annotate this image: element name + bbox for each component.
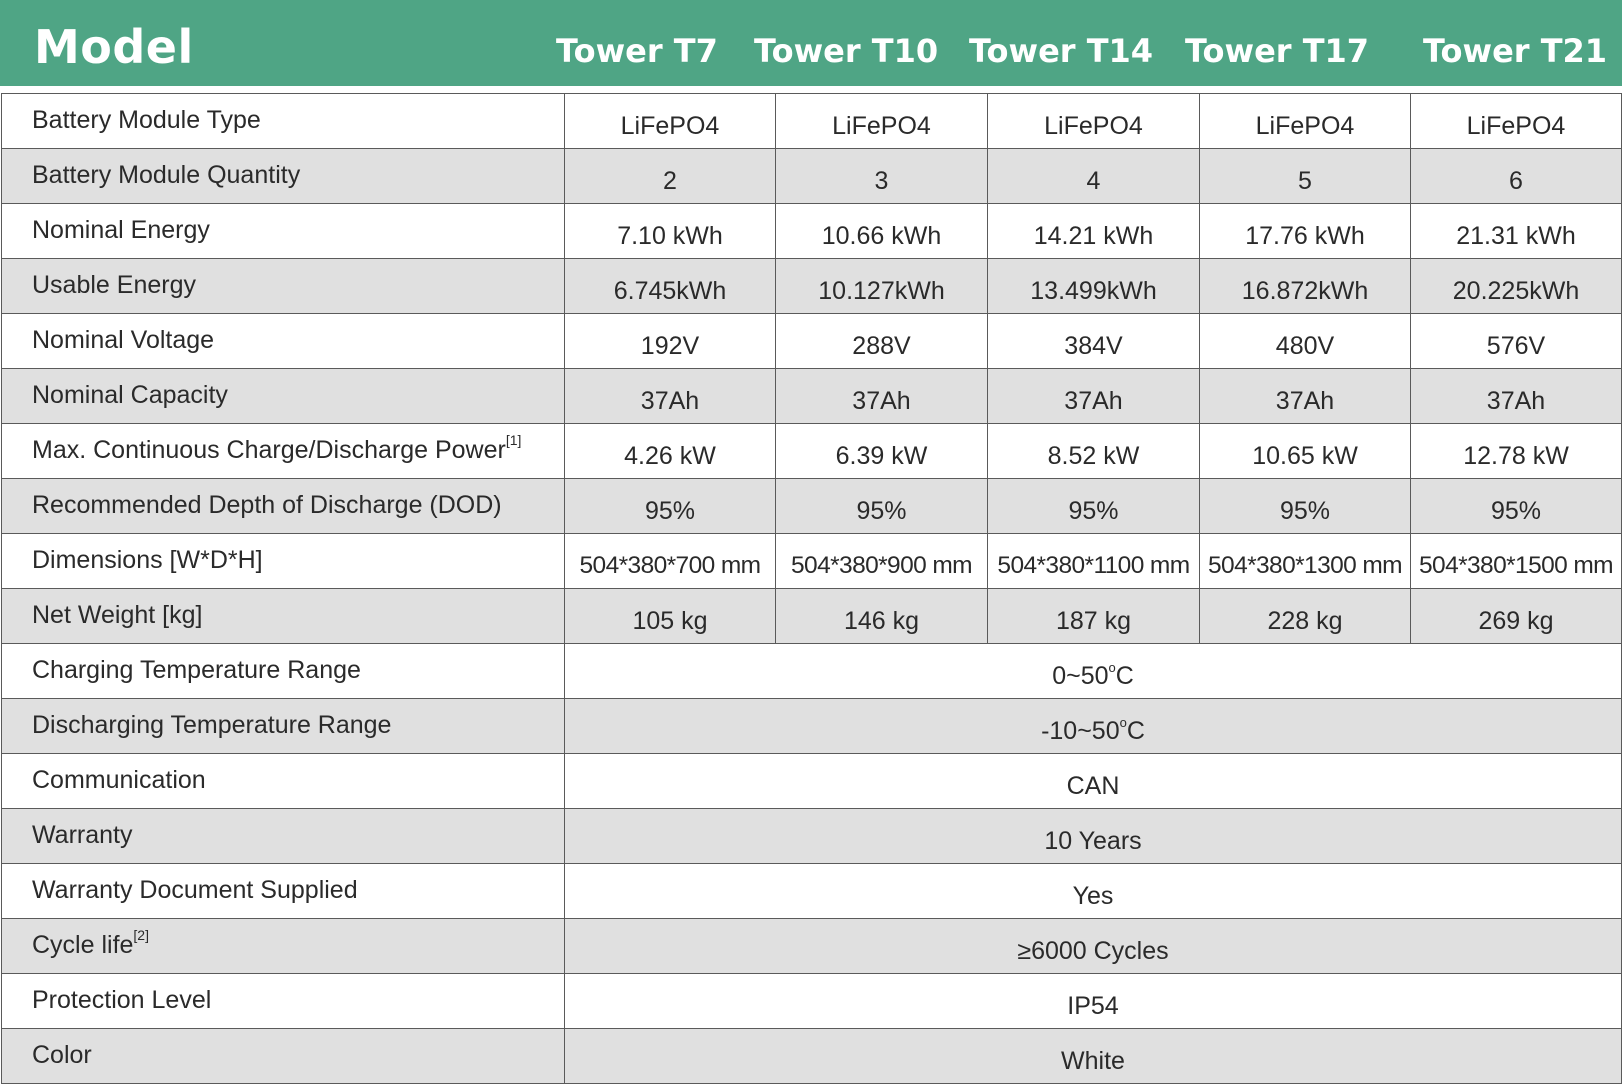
spec-value-merged: IP54 — [565, 974, 1622, 1029]
spec-value-cell: LiFePO4 — [1200, 94, 1411, 149]
spec-value-merged — [565, 644, 1622, 699]
spec-value-cell: 504*380*700 mm — [565, 534, 776, 589]
header-bar — [0, 0, 1622, 86]
spec-value-merged: ≥6000 Cycles — [565, 919, 1622, 974]
spec-value-cell: 4.26 kW — [565, 424, 776, 479]
spec-value-cell: 6 — [1411, 149, 1622, 204]
spec-value-merged: 10 Years — [565, 809, 1622, 864]
spec-value-cell: 504*380*1300 mm — [1200, 534, 1411, 589]
spec-row — [2, 699, 1622, 754]
spec-label-text: Usable Energy — [32, 271, 196, 299]
spec-value-cell: 37Ah — [565, 369, 776, 424]
spec-value-cell: 576V — [1411, 314, 1622, 369]
spec-value-cell: 228 kg — [1200, 589, 1411, 644]
spec-value-cell: LiFePO4 — [565, 94, 776, 149]
spec-row-label — [2, 589, 565, 644]
spec-row — [2, 314, 1622, 369]
spec-value-merged: White — [565, 1029, 1622, 1084]
spec-row — [2, 809, 1622, 864]
spec-table — [1, 93, 1622, 1084]
spec-value-cell: 504*380*900 mm — [776, 534, 988, 589]
spec-row-label — [2, 369, 565, 424]
spec-value-cell: LiFePO4 — [988, 94, 1200, 149]
spec-label-text: Battery Module Quantity — [32, 161, 301, 189]
degree-mark: o — [1119, 715, 1127, 730]
column-header-t10: Tower T10 — [754, 32, 939, 70]
spec-value-cell: 7.10 kWh — [565, 204, 776, 259]
spec-label-text: Recommended Depth of Discharge (DOD) — [32, 491, 502, 519]
spec-row — [2, 204, 1622, 259]
spec-row-label — [2, 644, 565, 699]
spec-value-cell: 12.78 kW — [1411, 424, 1622, 479]
temperature-unit: C — [1126, 717, 1145, 745]
spec-value-cell: 10.65 kW — [1200, 424, 1411, 479]
spec-value-cell: 269 kg — [1411, 589, 1622, 644]
spec-label-text: Nominal Energy — [32, 216, 210, 244]
spec-label-text: Dimensions [W*D*H] — [32, 546, 263, 574]
spec-row-label — [2, 1029, 565, 1084]
spec-label-text: Net Weight [kg] — [32, 601, 203, 629]
spec-value-cell: 20.225kWh — [1411, 259, 1622, 314]
spec-value-cell: 10.66 kWh — [776, 204, 988, 259]
spec-value-cell: 2 — [565, 149, 776, 204]
spec-row-label — [2, 149, 565, 204]
spec-value-merged — [565, 699, 1622, 754]
temperature-value: 0~50 — [1052, 662, 1109, 690]
spec-row-label — [2, 424, 565, 479]
spec-value-cell: LiFePO4 — [776, 94, 988, 149]
spec-label-text: Discharging Temperature Range — [32, 711, 392, 739]
spec-value-cell: 3 — [776, 149, 988, 204]
spec-value-merged: Yes — [565, 864, 1622, 919]
footnote-marker: [1] — [505, 432, 522, 448]
spec-label-text: Protection Level — [32, 986, 212, 1014]
spec-value-cell: 10.127kWh — [776, 259, 988, 314]
spec-value-cell: 187 kg — [988, 589, 1200, 644]
spec-value-cell: 37Ah — [1200, 369, 1411, 424]
spec-value-cell: 14.21 kWh — [988, 204, 1200, 259]
spec-value-cell: 146 kg — [776, 589, 988, 644]
spec-value-cell: 480V — [1200, 314, 1411, 369]
spec-row — [2, 94, 1622, 149]
spec-row-label — [2, 259, 565, 314]
spec-value-cell: 6.39 kW — [776, 424, 988, 479]
temperature-unit: C — [1115, 662, 1134, 690]
spec-row — [2, 589, 1622, 644]
spec-label-text: Battery Module Type — [32, 106, 261, 134]
spec-value-cell: 105 kg — [565, 589, 776, 644]
spec-value-merged: CAN — [565, 754, 1622, 809]
spec-label-text: Cycle life — [32, 931, 134, 959]
spec-row-label — [2, 94, 565, 149]
spec-value-cell: 37Ah — [1411, 369, 1622, 424]
spec-value-cell: 192V — [565, 314, 776, 369]
spec-value-cell: 21.31 kWh — [1411, 204, 1622, 259]
spec-label-text: Communication — [32, 766, 206, 794]
spec-row-label — [2, 479, 565, 534]
spec-value-cell: 5 — [1200, 149, 1411, 204]
spec-row-label — [2, 699, 565, 754]
spec-row-label — [2, 204, 565, 259]
spec-label-text: Nominal Voltage — [32, 326, 215, 354]
spec-row-label — [2, 974, 565, 1029]
spec-row — [2, 534, 1622, 589]
spec-value-cell: 95% — [776, 479, 988, 534]
degree-mark: o — [1108, 660, 1116, 675]
spec-row — [2, 864, 1622, 919]
spec-value-cell: 95% — [988, 479, 1200, 534]
temperature-value: -10~50 — [1041, 717, 1120, 745]
spec-value-cell: 504*380*1500 mm — [1411, 534, 1622, 589]
spec-label-text: Nominal Capacity — [32, 381, 228, 409]
spec-value-cell: 37Ah — [988, 369, 1200, 424]
spec-label-text: Max. Continuous Charge/Discharge Power — [32, 436, 506, 464]
spec-value-cell: 17.76 kWh — [1200, 204, 1411, 259]
spec-row-label — [2, 534, 565, 589]
spec-value-cell: 95% — [565, 479, 776, 534]
spec-row-label — [2, 809, 565, 864]
spec-row-label — [2, 314, 565, 369]
model-heading: Model — [34, 20, 194, 74]
spec-row-label — [2, 919, 565, 974]
spec-label-text: Warranty Document Supplied — [32, 876, 358, 904]
spec-row — [2, 754, 1622, 809]
spec-row — [2, 369, 1622, 424]
spec-row — [2, 1029, 1622, 1084]
footnote-marker: [2] — [133, 927, 149, 943]
spec-row — [2, 644, 1622, 699]
spec-label-text: Warranty — [32, 821, 133, 849]
spec-value-cell: 6.745kWh — [565, 259, 776, 314]
spec-value-cell: 95% — [1200, 479, 1411, 534]
spec-value-cell: 13.499kWh — [988, 259, 1200, 314]
spec-value-cell: 4 — [988, 149, 1200, 204]
spec-value-cell: 504*380*1100 mm — [988, 534, 1200, 589]
spec-value-cell: 95% — [1411, 479, 1622, 534]
spec-row — [2, 974, 1622, 1029]
spec-value-cell: 8.52 kW — [988, 424, 1200, 479]
spec-row — [2, 259, 1622, 314]
spec-value-cell: 37Ah — [776, 369, 988, 424]
spec-row — [2, 919, 1622, 974]
spec-row — [2, 149, 1622, 204]
spec-row-label — [2, 864, 565, 919]
column-header-t17: Tower T17 — [1184, 32, 1370, 70]
column-header-t7: Tower T7 — [556, 32, 718, 70]
spec-label-text: Charging Temperature Range — [32, 656, 361, 684]
spec-row — [2, 479, 1622, 534]
spec-value-cell: 288V — [776, 314, 988, 369]
spec-row — [2, 424, 1622, 479]
spec-label-text: Color — [32, 1041, 92, 1069]
spec-value-cell: 16.872kWh — [1200, 259, 1411, 314]
spec-row-label — [2, 754, 565, 809]
spec-value-cell: LiFePO4 — [1411, 94, 1622, 149]
column-header-t14: Tower T14 — [968, 32, 1154, 70]
spec-value-cell: 384V — [988, 314, 1200, 369]
column-header-t21: Tower T21 — [1422, 32, 1608, 70]
